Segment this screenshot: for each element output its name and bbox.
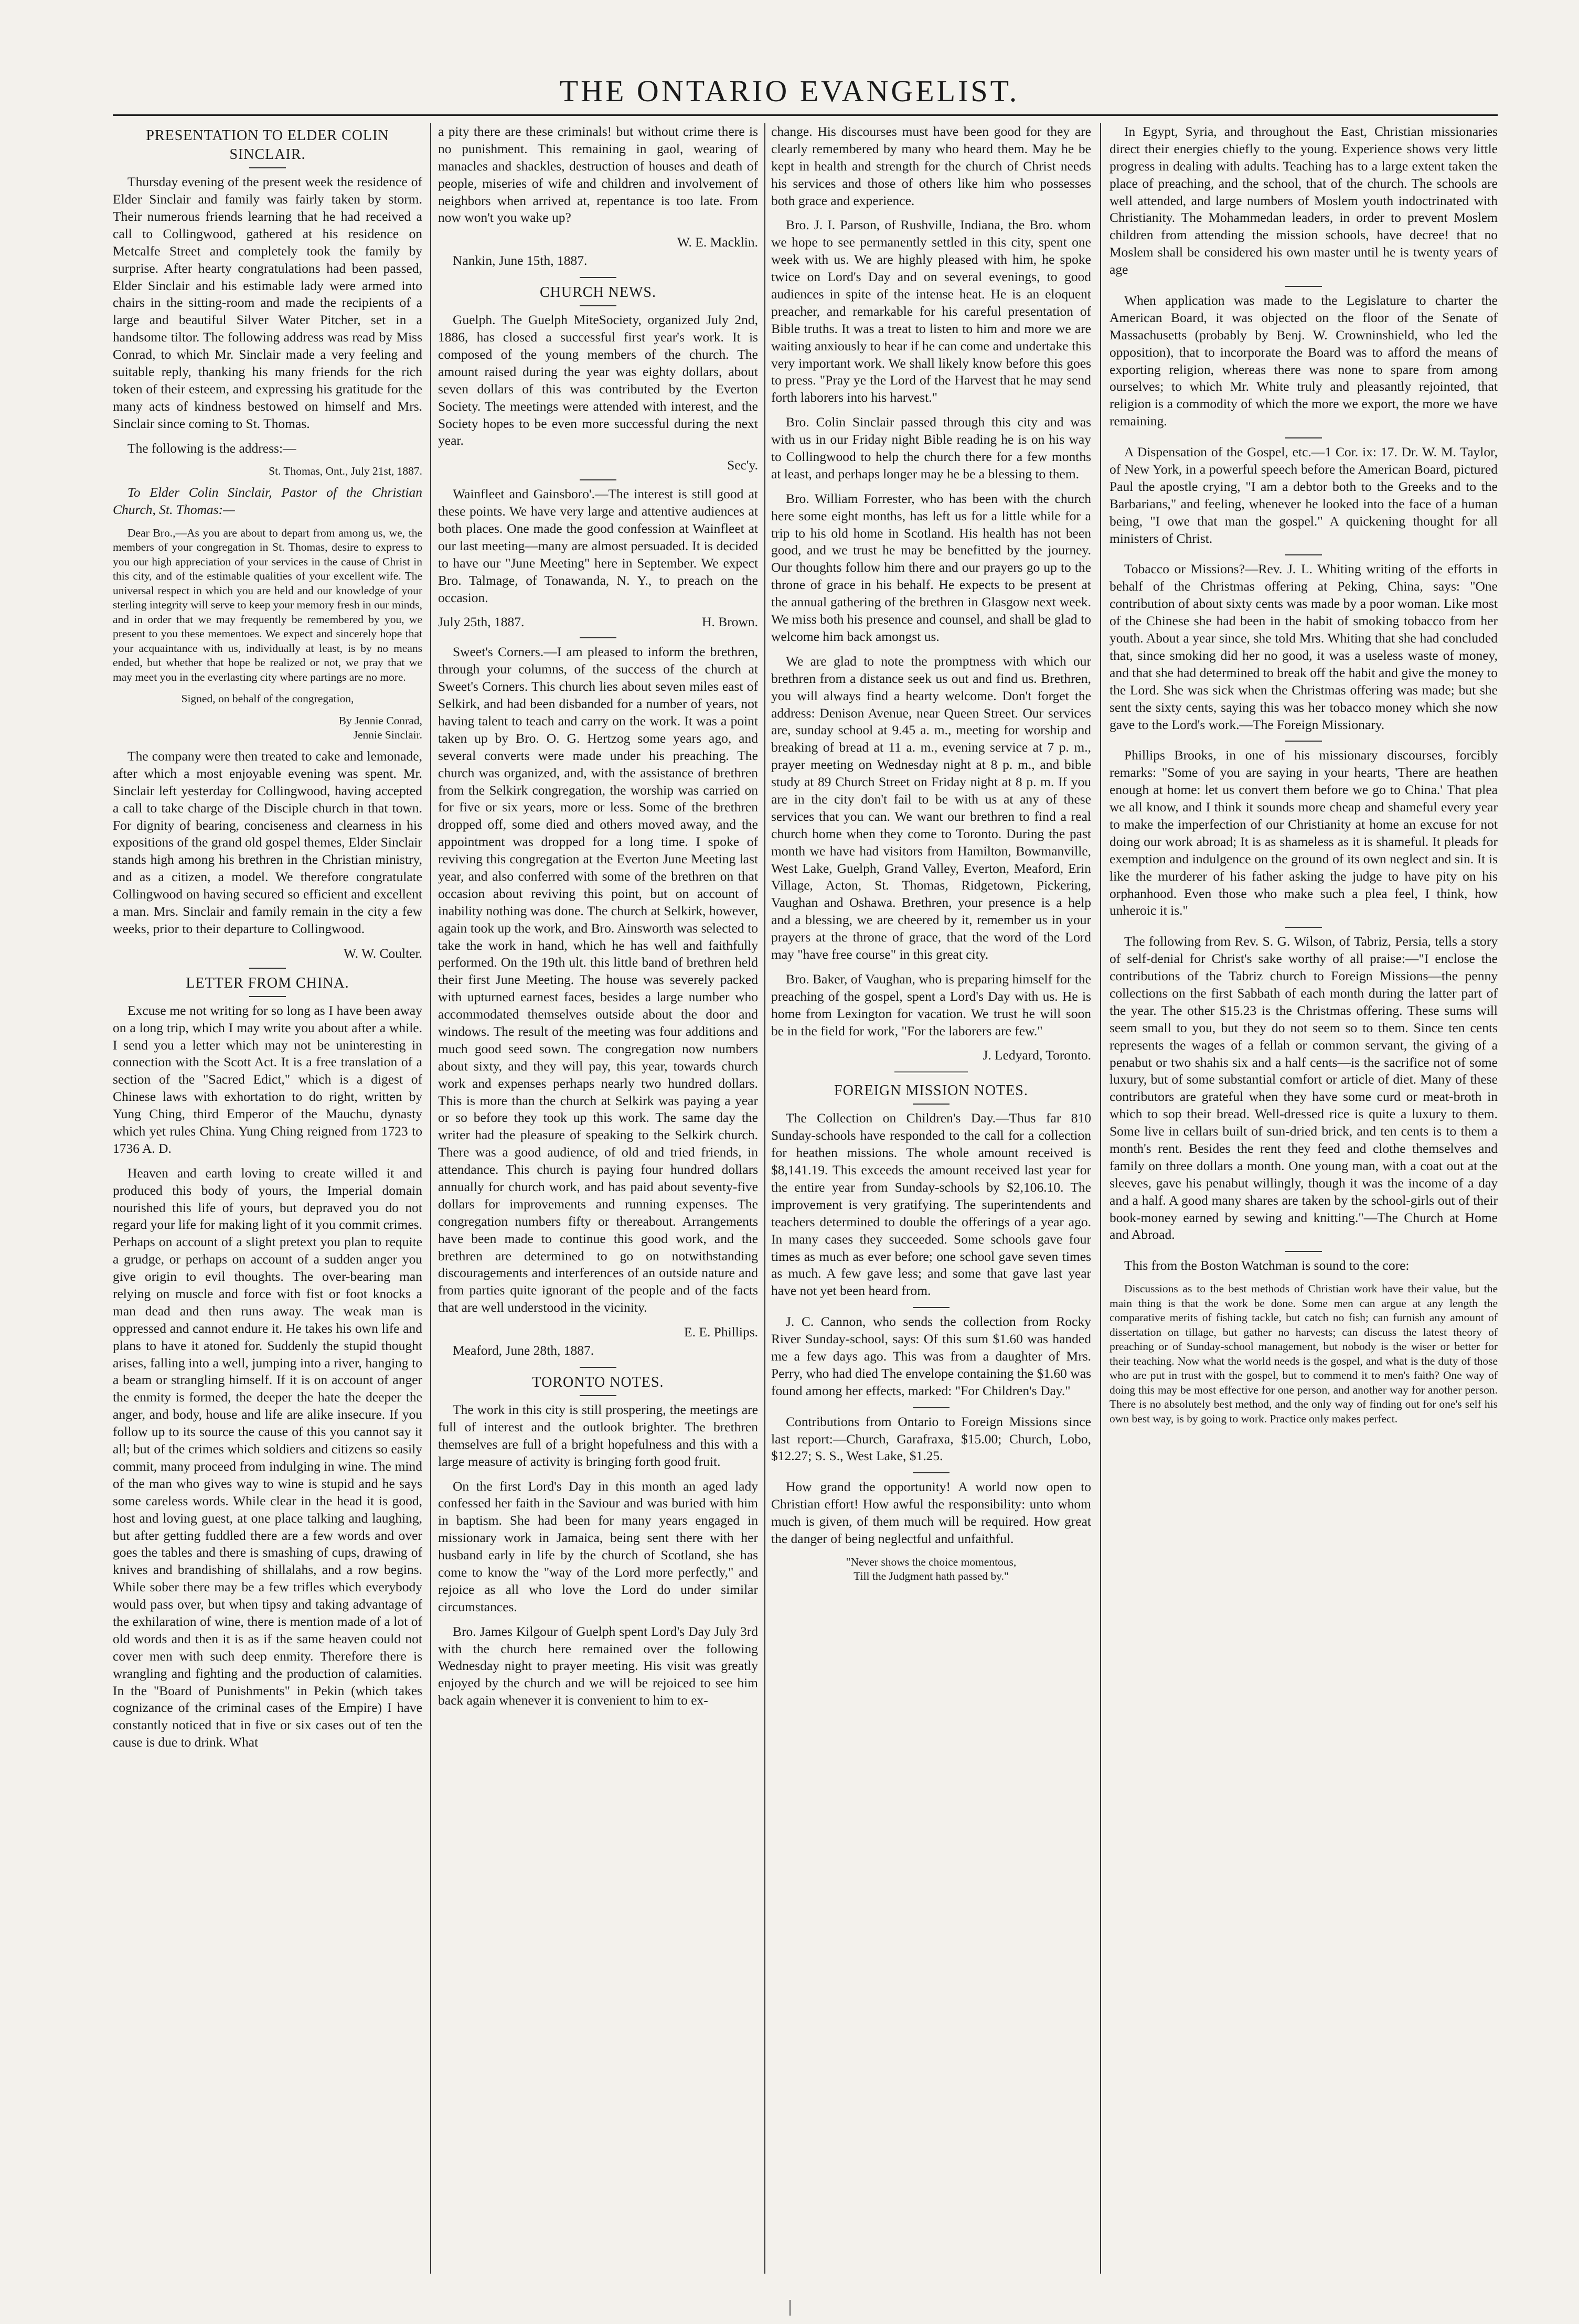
article-paragraph: change. His discourses must have been good for they are clearly remembered by many who heard them. May he be kept in health and strength for the church of Christ needs his services and those of others like him who possesses both grace and experience.: [771, 124, 1091, 208]
article-paragraph: Bro. James Kilgour of Guelph spent Lord's Day July 3rd with the church here remained over the following Wednesday night to prayer meeting. His visit was greatly enjoyed by the church and we will be rejoiced to see him back again whenever it is convenient to him to ex-: [438, 1623, 758, 1708]
column-rule: [1100, 123, 1101, 2274]
article-paragraph: The following is the address:—: [127, 440, 296, 456]
signature: By Jennie Conrad,: [338, 714, 422, 727]
divider: [580, 1367, 616, 1368]
article-paragraph: Bro. William Forrester, who has been with the church here some eight months, has left us for a little while for a trip to his old home in Scotland. His health has not been good, and we trust he may be benefitted by the journey. Our thoughts follow him there and our prayers go up to the throne of grace in his behalf. He expects to be present at the annual gathering of the brethren in Glasgow next week. We miss both his presence and counsel, and shall be glad to welcome him back amongst us.: [771, 490, 1091, 644]
article-paragraph: Bro. Colin Sinclair passed through this city and was with us in our Friday night Bible reading he is on his way to Collingwood to help the church there for a few months at least, and perhaps longer may he be a blessing to them.: [771, 414, 1091, 481]
headline-foreign-mission: FOREIGN MISSION NOTES.: [834, 1083, 1028, 1099]
article-paragraph: Sweet's Corners.—I am pleased to inform the brethren, through your columns, of the success of the church at Sweet's Corners. This church lies about seven miles east of Selkirk, and had been disbanded for a number of years, not having talent to teach and carry on the work. It was a point taken up by Bro. O. G. Hertzog some years ago, and several converts were made under his preaching. The church was organized, and, with the assistance of brethren from the Selkirk congregation, the worship was carried on for five or six years, more or less. Some of the brethren dropped off, some died and others moved away, and the appointment was dropped for a long time. I spoke of reviving this congregation at the Everton June Meeting last year, and also conferred with some of the brethren on that occasion about reviving this point, but on account of inability nothing was done. The church at Selkirk, however, again took up the work, and Bro. Ainsworth was selected to take the work in hand, which he has well and faithfully performed. On the 19th ult. this little band of brethren held their first June Meeting. The house was severely packed with upturned earnest faces, besides a large number who accommodated themselves outside about the door and windows. The result of the meeting was four additions and much good seed sown. The congregation now numbers about sixty, and they will pay, this year, towards church work and expenses perhaps nearly two hundred dollars. This is more than the church at Selkirk was paying a year or so before they took up this work. The same day the writer had the pleasure of speaking to the Selkirk church. There was a good audience, of old and tried friends, in attendance. This church is paying four hundred dollars annually for church work, and has paid about seventy-five dollars for improvements and running expenses. The congregation numbers fifty or thereabout. Arrangements have been made to continue this good work, and the brethren are determined to go on notwithstanding discouragements and interferences of an outside nature and from parties quite ignorant of the people and of the facts that are well understood in the vicinity.: [438, 644, 758, 1315]
signature-row: [438, 614, 758, 631]
article-paragraph: J. C. Cannon, who sends the collection from Rocky River Sunday-school, says: Of this sum $1.60 was handed me a few days ago. This was from a daughter of Mrs. Perry, who had died The envelope containing the $1.60 was found among her effects, marked: "For Children's Day.": [771, 1314, 1091, 1398]
article-paragraph: Thursday evening of the present week the residence of Elder Sinclair and family was fairly taken by storm. Their numerous friends learning that he had received a call to Collingwood, gathered at his residence on Metcalfe Street and completely took the family by surprise. After hearty congratulations had been passed, Elder Sinclair and his estimable lady were armed into chairs in the sitting-room and made the recipients of a large and beautiful Silver Water Pitcher, set in a handsome tiltor. The following address was read by Miss Conrad, to which Mr. Sinclair made a very feeling and suitable reply, thanking his many friends for the rich token of their esteem, and expressing his gratitude for the many acts of kindness bestowed on himself and Mrs. Sinclair since coming to St. Thomas.: [113, 174, 422, 431]
article-paragraph: The Collection on Children's Day.—Thus far 810 Sunday-schools have responded to the call for a collection for heathen missions. The whole amount received is $8,141.19. This exceeds the amount received last year for the entire year from Sunday-schools by $2,106.10. The improvement is very gratifying. The superintendents and teachers determined to double the offerings of a year ago. In many cases they succeeded. Some schools gave four times as much as ever before; one school gave seven times as much. A few gave less; and some that gave last year have not yet been heard from.: [771, 1110, 1091, 1299]
divider: [580, 637, 616, 638]
article-paragraph: This from the Boston Watchman is sound to the core:: [1124, 1258, 1410, 1273]
signed-line: Signed, on behalf of the congregation,: [181, 692, 354, 705]
column-1: [113, 123, 422, 2295]
divider: [1285, 554, 1322, 555]
divider: [580, 277, 616, 278]
dateline: Nankin, June 15th, 1887.: [453, 253, 588, 269]
divider: [1285, 286, 1322, 287]
dateline: Meaford, June 28th, 1887.: [453, 1343, 594, 1358]
divider: [1285, 437, 1322, 438]
masthead: THE ONTARIO EVANGELIST.: [559, 74, 1020, 108]
headline-toronto-notes: TORONTO NOTES.: [532, 1374, 664, 1390]
divider: [1285, 1251, 1322, 1252]
article-paragraph: Tobacco or Missions?—Rev. J. L. Whiting writing of the efforts in behalf of the Christmas offering at Peking, China, says: "One contribution of about sixty cents was made by a poor woman. Like most of the Chinese she had been in the habit of smoking tobacco from her youth. About a year since, she told Mrs. Whiting that she had concluded that, since smoking did her no good, it was a useless waste of money, and that she had determined to break off the habit and give the money to the Lord. She was sick when the Christmas offering was made; but she sent the sixty cents, saying this was her tobacco money which she now gave to the Lord's work.—The Foreign Missionary.: [1109, 561, 1498, 732]
divider: [894, 1072, 968, 1073]
article-paragraph: A Dispensation of the Gospel, etc.—1 Cor. ix: 17. Dr. W. M. Taylor, of New York, in a powerful speech before the American Board, pictured Paul the apostle crying, "I am a debtor both to the Greeks and to the Barbarians," and feeling, whenever he looked into the face of a human being, "I owe that man the gospel." A quickening thought for all ministers of Christ.: [1109, 444, 1498, 546]
headline-presentation: PRESENTATION TO ELDER COLIN SINCLAIR.: [146, 127, 389, 163]
divider: [249, 167, 286, 168]
article-paragraph: Guelph. The Guelph MiteSociety, organized July 2nd, 1886, has closed a successful first year's work. It is composed of the young members of the church. The amount raised during the year was eighty dollars, about seven dollars of this was contributed by the Everton Society. The meetings were attended with interest, and the Society hopes to be even more successful during the next year.: [438, 312, 758, 448]
article-paragraph: Discussions as to the best methods of Christian work have their value, but the main thing is that the work be done. Some men can argue at any length the comparative merits of fishing tackle, but catch no fish; can furnish any amount of dissertation on tillage, but gather no harvests; can discuss the latest theory of preaching or of Sunday-school management, but nobody is the wiser or better for their teaching. Now what the world needs is the gospel, and what is the duty of those who are put in trust with the gospel, but to commend it to men's faith? One way of doing this may be most effective for one person, and another way for another person. There is no absolutely best method, and the only way of finding out for one's self his own best way, is by going to work. Practice only makes perfect.: [1109, 1282, 1498, 1425]
article-paragraph: Excuse me not writing for so long as I have been away on a long trip, which I may write you about after a while. I send you a letter which may not be uninteresting in connection with the Scott Act. It is a free translation of a section of the "Sacred Edict," which is a digest of Chinese laws with exhortation to do right, written by Yung Ching, third Emperor of the Mauchu, dynasty which yet rules China. Yung Ching reigned from 1723 to 1736 A. D.: [113, 1002, 422, 1156]
article-paragraph: On the first Lord's Day in this month an aged lady confessed her faith in the Saviour and was buried with him in baptism. She had been for many years engaged in missionary work in Jamaica, being sent there with her husband early in life by the church of Scotland, she has come to know the "way of the Lord more perfectly," and rejoice as all who love the Lord do under similar circumstances.: [438, 1478, 758, 1614]
article-paragraph: Phillips Brooks, in one of his missionary discourses, forcibly remarks: "Some of you are saying in your hearts, 'There are heathen enough at home: let us convert them before we go to China.' That plea we all know, and I think it sounds more cheap and shameful every year to make the imperfection of our Christianity at home an excuse for not doing our work abroad; It is as shameless as it is shameful. It pleads for exemption and indulgence on the ground of its own neglect and sin. It is like the murderer of his father asking the judge to have pity on his orphanhood. Even those who make such a plea feel, I think, how unheroic it is.": [1109, 747, 1498, 918]
article-paragraph: The work in this city is still prospering, the meetings are full of interest and the outlook brighter. The brethren themselves are full of a bright hopefulness and this with a large measure of activity is bringing forth good fruit.: [438, 1402, 758, 1469]
verse-line: "Never shows the choice momentous,: [846, 1555, 1017, 1568]
dateline: July 25th, 1887.: [438, 614, 525, 630]
article-paragraph: In Egypt, Syria, and throughout the East, Christian missionaries direct their energies chiefly to the young. Experience shows very little progress in dealing with adults. Teaching has to a large extent taken the place of preaching, and the school, that of the church. The schools are well attended, and large numbers of Moslem youth indoctrinated with Christianity. The Mohammedan leaders, in order to prevent Moslem children from attending the mission schools, have decree! that no Moslem shall be considered his own master until he is twenty years of age: [1109, 124, 1498, 277]
divider: [580, 305, 616, 306]
divider: [1285, 741, 1322, 742]
signature: H. Brown.: [702, 614, 758, 630]
divider: [580, 479, 616, 480]
divider: [249, 968, 286, 969]
signature: W. W. Coulter.: [344, 945, 422, 961]
article-paragraph: When application was made to the Legislature to charter the American Board, it was objected on the floor of the Senate of Massachusetts (probably by Benj. W. Crowninshield, who led the opposition), that to incorporate the Board was to afford the means of exporting religion, whereas there was none to spare from among ourselves; to which Mr. White truly and pleasantly rejointed, that religion is a commodity of which the more we export, the more we have remaining.: [1109, 293, 1498, 429]
masthead-rule: [113, 114, 1498, 116]
column-rule: [764, 123, 765, 2274]
signature: W. E. Macklin.: [677, 234, 758, 250]
headline-letter-china: LETTER FROM CHINA.: [186, 974, 349, 991]
signature: Jennie Sinclair.: [353, 729, 422, 742]
signature: J. Ledyard, Toronto.: [983, 1047, 1091, 1063]
article-paragraph: Bro. J. I. Parson, of Rushville, Indiana, the Bro. whom we hope to see permanently settled in this city, spent one week with us. We are highly pleased with him, he spoke twice on Lord's Day and on several evenings, to good audiences in spite of the intense heat. He is an eloquent preacher, and remarkable for his careful presentation of Bible truths. It was a treat to listen to him and more we are waiting anxiously to hear if he can come and undertake this very important work. We shall likely know before this goes to press. "Pray ye the Lord of the Harvest that he may send forth laborers into his harvest.": [771, 217, 1091, 405]
dateline: St. Thomas, Ont., July 21st, 1887.: [269, 465, 422, 478]
article-paragraph: The following from Rev. S. G. Wilson, of Tabriz, Persia, tells a story of self-denial for Christ's sake worthy of all praise:—"I enclose the contributions of the Tabriz church to Foreign Missions—the penny collections on the first Sabbath of each month during the latter part of the year. The other $15.23 is the Christmas offering. These sums will seem small to you, but they do not seem so to them. Since ten cents represents the wages of a fellah or common servant, the giving of a penabut or two shahis six and a half cents—is the sacrifice not of some luxury, but of some substantial comfort or article of diet. Many of these contributors are grateful when they have some curd or meat-broth in which to sop their bread. Well-dressed rice is quite a luxury to them. Some live in cellars built of sun-dried brick, and ten cents is to them a month's rent. Besides the rent they feed and clothe themselves and family on three dollars a month. One young man, with a coat out at the sleeves, gave his penabut willingly, though it was the income of a day and a half. A good many shares are taken by the school-girls out of their book-money earned by sewing and knitting."—The Church at Home and Abroad.: [1109, 934, 1498, 1243]
article-paragraph: Wainfleet and Gainsboro'.—The interest is still good at these points. We have very large and attentive audiences at both places. One made the good confession at Wainfleet at our last meeting—many are almost persuaded. It is decided to have our "June Meeting" here in September. We expect Bro. Talmage, of Tonawanda, N. Y., to preach on the occasion.: [438, 486, 758, 605]
signature: E. E. Phillips.: [684, 1324, 758, 1340]
article-paragraph: Contributions from Ontario to Foreign Missions since last report:—Church, Garafraxa, $15.00; Church, Lobo, $12.27; S. S., West Lake, $1.25.: [771, 1413, 1091, 1464]
column-2: [438, 123, 758, 2295]
headline-church-news: CHURCH NEWS.: [539, 284, 656, 301]
divider: [913, 1307, 949, 1308]
divider: [913, 1472, 949, 1473]
divider: [913, 1407, 949, 1408]
divider: [249, 996, 286, 997]
divider: [580, 1395, 616, 1396]
column-4: [1109, 123, 1498, 2295]
article-paragraph: How grand the opportunity! A world now open to Christian effort! How awful the responsibility: unto whom much is given, of them much will be required. How great the danger of being neglectful and unfaithful.: [771, 1479, 1091, 1547]
divider: [913, 1104, 949, 1105]
column-3: [771, 123, 1091, 2295]
article-paragraph: a pity there are these criminals! but without crime there is no punishment. This remaining in gaol, wearing of manacles and shackles, destruction of houses and death of people, miseries of wife and children and involvement of neighbors when arrived at, repentance is too late. From now won't you wake up?: [438, 124, 758, 226]
article-paragraph: Bro. Baker, of Vaughan, who is preparing himself for the preaching of the gospel, spent a Lord's Day with us. He is home from Lexington for vacation. We trust he will soon be in the field for work, "For the laborers are few.": [771, 971, 1091, 1038]
column-rule: [430, 123, 431, 2274]
salutation: To Elder Colin Sinclair, Pastor of the Christian Church, St. Thomas:—: [113, 484, 422, 517]
divider: [1285, 927, 1322, 928]
verse-line: Till the Judgment hath passed by.": [853, 1570, 1009, 1583]
scan-mark: [790, 2300, 791, 2316]
signature: Sec'y.: [727, 457, 758, 473]
article-paragraph: Heaven and earth loving to create willed it and produced this body of yours, the Imperial domain nourished this life of yours, but depraved you do not regard your life for making light of it you commit crimes. Perhaps on account of a slight pretext you plan to requite a grudge, or perhaps on account of a sudden anger you give origin to evil thoughts. The over-bearing man relying on muscle and force with fist or foot knocks a man dead and then runs away. The weak man is oppressed and cannot endure it. He takes his own life and plans to have it atoned for. Suddenly the stupid thought arises, falling into a well, jumping into a river, hanging to a beam or strangling himself. If it is on account of anger the enmity is formed, the deeper the hate the deeper the anger, and body, house and life are alike insecure. If you follow up to its source the cause of this you cannot say it all; but of the crimes which soldiers and citizens so easily commit, many proceed from indulging in wine. The mind of the man who gives way to wine is stupid and he says some careless words. While clear in the head it is good, host and loving guest, at one place talking and laughing, but after getting fuddled there are a few words and over goes the tables and there is smashing of cups, drawing of knives and brandishing of shillalahs, and a row begins. While sober there may be a few trifles which everybody would pass over, but when tipsy and taking advantage of the exhilaration of wine, there is mention made of a lot of old words and then it is as if the same heaven could not cover men with such deep enmity. Therefore there is wrangling and fighting and the production of calamities. In the "Board of Punishments" in Pekin (which takes cognizance of the criminal cases of the Empire) I have constantly noticed that in five or six cases out of ten the cause is due to drink. What: [113, 1165, 422, 1750]
article-paragraph: We are glad to note the promptness with which our brethren from a distance seek us out and find us. Brethren, you will always find a hearty welcome. Don't forget the address: Denison Avenue, near Queen Street. Our services are, sunday school at 9.45 a. m., meeting for worship and breaking of bread at 11 a. m., evening service at 7 p. m., prayer meeting on Wednesday night at 8 p. m., and bible study at 89 Church Street on Friday night at 8 p. m. If you are in the city don't fail to be with us at any of these services that you can. We want our brethren to find a real church home when they come to Toronto. During the past month we have had visitors from Hamilton, Bowmanville, West Lake, Guelph, Grand Valley, Everton, Meaford, Erin Village, Acton, St. Thomas, Ridgetown, Pickering, Vaughan and Oshawa. Brethren, your presence is a help and a blessing, we are cheered by it, remember us in your prayers at the throne of grace, that the word of the Lord may "have free course" in this great city.: [771, 653, 1091, 962]
address-letter: Dear Bro.,—As you are about to depart from among us, we, the members of your congregation in St. Thomas, desire to express to you our high appreciation of your services in the cause of Christ in this city, and of the estimable qualities of your excellent wife. The universal respect in which you are held and our knowledge of your sterling integrity will serve to keep your memory fresh in our minds, and in order that we may frequently be remembered by you, we present to you these mementoes. We expect and sincerely hope that your acquaintance with us, individually at least, is by no means ended, but whether that hope be realized or not, we pray that we may meet you in the everlasting city where partings are no more.: [113, 526, 422, 683]
article-paragraph: The company were then treated to cake and lemonade, after which a most enjoyable evening was spent. Mr. Sinclair left yesterday for Collingwood, having accepted a call to take charge of the Disciple church in that town. For dignity of bearing, conciseness and clearness in his expositions of the grand old gospel themes, Elder Sinclair stands high among his brethren in the Christian ministry, and as a citizen, a model. We therefore congratulate Collingwood on having secured so efficient and excellent a man. Mrs. Sinclair and family remain in the city a few weeks, prior to their departure to Collingwood.: [113, 748, 422, 936]
